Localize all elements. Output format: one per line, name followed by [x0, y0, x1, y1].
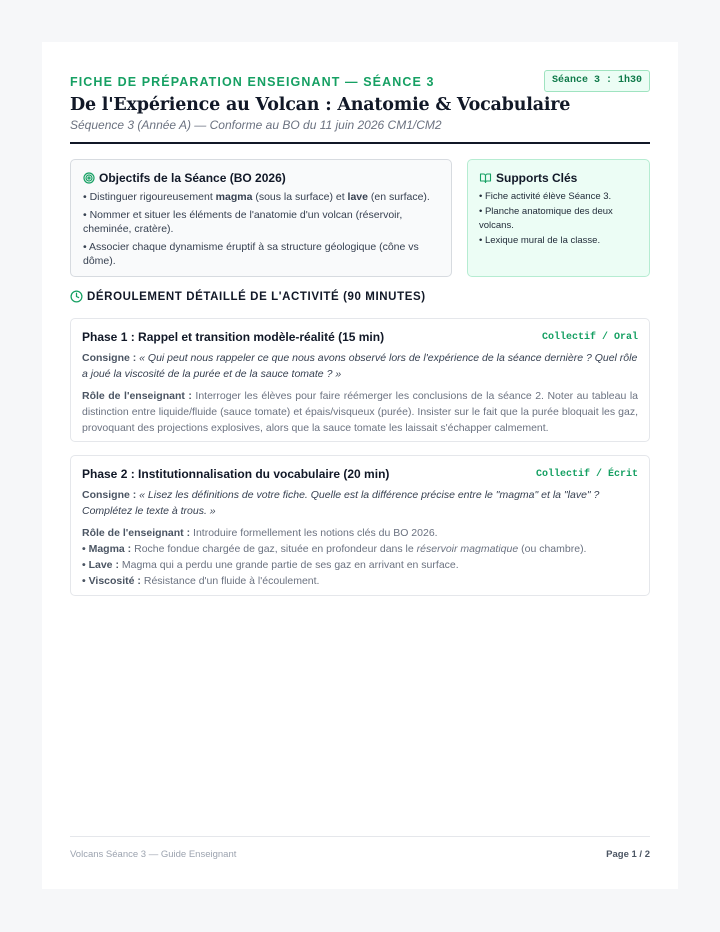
page-sheet	[42, 42, 678, 889]
supports-box	[467, 159, 650, 277]
definition-label: • Lave :	[82, 559, 119, 571]
header-kicker: FICHE DE PRÉPARATION ENSEIGNANT — SÉANCE 3	[70, 75, 435, 89]
definition-lave	[82, 557, 638, 573]
definition-magma	[82, 541, 638, 557]
objective-item: • Nommer et situer les éléments de l'anatomie d'un volcan (réservoir, cheminée, cratère).	[83, 208, 403, 235]
supports-list	[479, 190, 638, 248]
phase-2-consigne	[82, 487, 638, 519]
phase-1-card	[70, 318, 650, 442]
objective-item	[83, 190, 439, 205]
definition-viscosite	[82, 573, 638, 589]
definition-italic: réservoir magmatique	[416, 543, 519, 555]
objective-text: (en surface).	[367, 191, 430, 203]
footer-page-number: Page 1 / 2	[606, 849, 650, 860]
definition-text: Magma qui a perdu une grande partie de ses gaz en arrivant en surface.	[118, 559, 459, 571]
definition-label: • Viscosité :	[82, 575, 141, 587]
role-text: Introduire formellement les notions clés du BO 2026.	[190, 527, 438, 539]
objective-keyword: lave	[347, 191, 368, 203]
support-item: • Fiche activité élève Séance 3.	[479, 191, 612, 202]
page-title: De l'Expérience au Volcan : Anatomie & Vocabulaire	[70, 95, 571, 115]
footer-divider	[70, 836, 650, 837]
consigne-label: Consigne :	[82, 489, 137, 501]
page-content	[70, 42, 650, 860]
activity-section-heading	[70, 290, 426, 303]
consigne-text: « Qui peut nous rappeler ce que nous avons observé lors de l'expérience de la séance dernière ? Quel rôle a joué la viscosité de la purée et de la sauce tomate ? »	[82, 352, 638, 380]
definition-label: • Magma :	[82, 543, 132, 555]
role-label: Rôle de l'enseignant :	[82, 390, 192, 402]
objectives-title-row	[83, 170, 439, 186]
phase-2-tag: Collectif / Écrit	[535, 468, 638, 480]
footer-document-name: Volcans Séance 3 — Guide Enseignant	[70, 849, 237, 860]
support-item: • Lexique mural de la classe.	[479, 234, 601, 246]
definition-text: Roche fondue chargée de gaz, située en profondeur dans le	[131, 543, 417, 555]
activity-title: DÉROULEMENT DÉTAILLÉ DE L'ACTIVITÉ (90 MINUTES)	[87, 290, 426, 303]
consigne-text: « Lisez les définitions de votre fiche. Quelle est la différence précise entre le "magma" et la "lave" ? Complétez le texte à trous. »	[82, 489, 600, 517]
role-text: Interroger les élèves pour faire réémerger les conclusions de la séance 2. Noter au tableau la distinction entre liquide/fluide (sauce tomate) et épais/visqueux (purée). Insister sur le fait que la purée bloquait les gaz, provoquant des projections explosives, alors que la sauce tomate les laissait s'échapper calmement.	[82, 390, 638, 434]
consigne-label: Consigne :	[82, 352, 137, 364]
session-duration-badge: Séance 3 : 1h30	[544, 70, 650, 92]
objectives-box	[70, 159, 452, 277]
objectives-list	[83, 190, 439, 269]
objective-text: (sous la surface) et	[252, 191, 348, 203]
clock-icon	[70, 290, 83, 303]
support-item: • Planche anatomique des deux volcans.	[479, 205, 613, 231]
page-header	[70, 42, 650, 144]
objective-keyword: magma	[215, 191, 253, 203]
phase-2-card	[70, 455, 650, 596]
phase-1-consigne	[82, 350, 638, 382]
definition-text: (ou chambre).	[518, 543, 587, 555]
target-icon	[83, 172, 95, 184]
phase-2-title: Phase 2 : Institutionnalisation du vocabulaire (20 min)	[82, 467, 390, 481]
supports-title-row	[479, 170, 638, 186]
book-icon	[479, 172, 492, 184]
phase-1-role	[82, 388, 638, 436]
definition-text: Résistance d'un fluide à l'écoulement.	[140, 575, 320, 587]
supports-title: Supports Clés	[496, 171, 578, 185]
phase-2-role	[82, 525, 638, 541]
role-label: Rôle de l'enseignant :	[82, 527, 191, 539]
page-subtitle: Séquence 3 (Année A) — Conforme au BO du 11 juin 2026 CM1/CM2	[70, 118, 442, 132]
objective-text: • Distinguer rigoureusement	[83, 191, 216, 203]
objective-item: • Associer chaque dynamisme éruptif à sa structure géologique (cône vs dôme).	[83, 240, 419, 267]
info-boxes	[70, 159, 650, 277]
phase-1-header	[82, 329, 638, 345]
objectives-title: Objectifs de la Séance (BO 2026)	[99, 171, 286, 185]
header-divider	[70, 142, 650, 144]
phase-1-tag: Collectif / Oral	[541, 331, 638, 343]
phase-1-title: Phase 1 : Rappel et transition modèle-réalité (15 min)	[82, 330, 385, 344]
phase-2-header	[82, 466, 638, 482]
